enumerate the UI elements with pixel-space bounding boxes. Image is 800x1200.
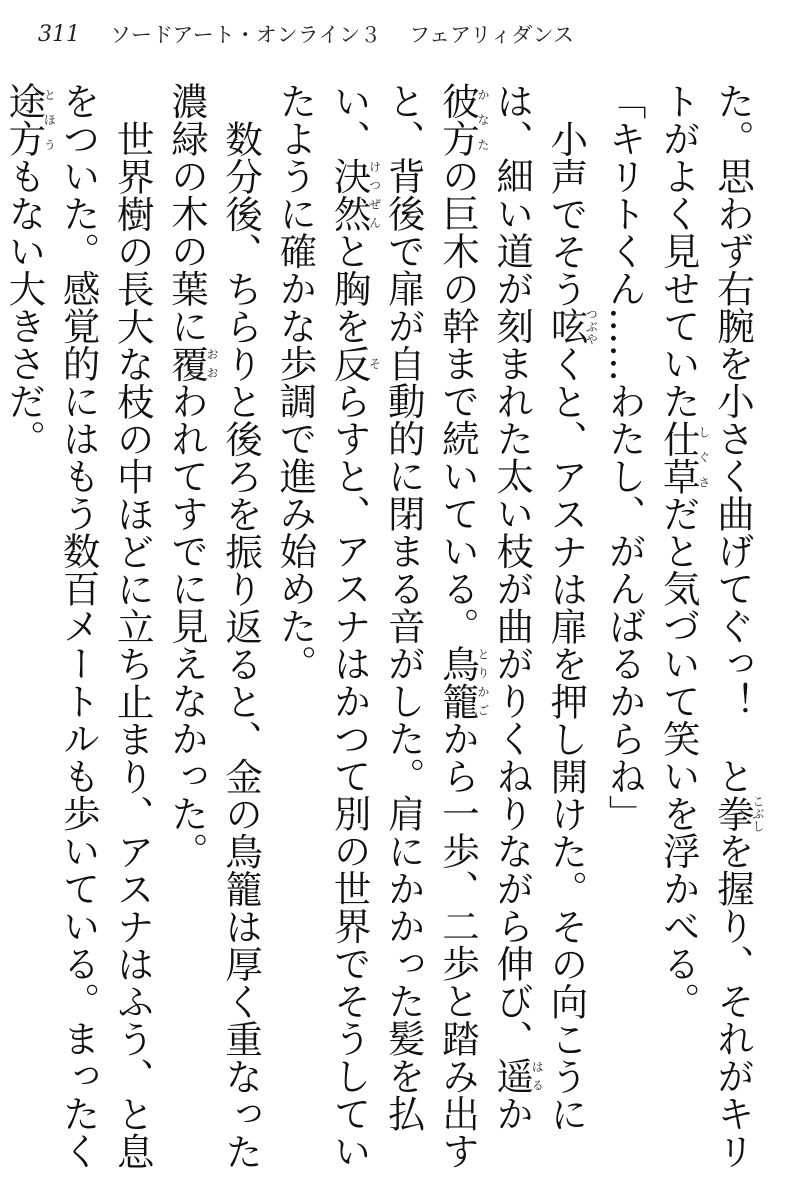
ruby-word — [2, 82, 57, 157]
ruby-base: 彼方 — [435, 82, 480, 157]
ruby-word — [711, 794, 765, 833]
ruby-base: 反 — [327, 344, 372, 382]
furigana: つぶや — [584, 307, 599, 345]
furigana: はる — [530, 1057, 545, 1095]
page-number: 311 — [38, 21, 80, 47]
ruby-word — [435, 82, 490, 157]
text-run: た。思わず右腕を小さく曲げてぐっ！ と — [711, 82, 755, 795]
ruby-base: 仕草 — [656, 419, 701, 495]
ruby-base: 鳥籠 — [435, 644, 480, 720]
furigana: しぐさ — [696, 419, 711, 495]
ruby-base: 途方 — [2, 82, 47, 157]
text-run: 数分後、ちらりと後ろを振り返ると、金の鳥籠は厚く重なった濃緑の木の葉に — [164, 82, 264, 1170]
text-run: か — [490, 1094, 535, 1132]
furigana: けつぜん — [367, 157, 382, 232]
vertical-body-text — [2, 82, 765, 1187]
running-header — [38, 14, 574, 54]
text-run: 「キリトくん……わたし、がんばるからね」 — [602, 82, 647, 832]
ruby-word — [327, 344, 382, 383]
ruby-word — [435, 644, 490, 720]
text-run: だと気づいて笑いを浮かべる。 — [656, 494, 701, 1020]
text-run: と胸を — [327, 232, 372, 345]
text-run: を握り、それがキリトがよく見せていた — [656, 82, 755, 1170]
book-title: ソードアート・オンライン３ — [110, 23, 382, 47]
chapter-title: フェアリィダンス — [409, 23, 574, 47]
furigana: おお — [204, 344, 219, 382]
paragraph — [160, 82, 268, 1187]
ruby-base: 遥 — [490, 1057, 535, 1095]
ruby-base: 決然 — [327, 157, 372, 232]
ruby-word — [327, 157, 382, 232]
furigana: こぶし — [751, 794, 765, 832]
text-run: から一歩、二歩と踏み出すと、背後で扉が自動的に閉まる音がした。肩にかかった髪を払い、 — [327, 82, 480, 1170]
text-run: 世界樹の長大な枝の中ほどに立ち止まり、アスナはふう、と息をついた。感覚的にはもう数百メートルも歩いている。まったく — [56, 82, 155, 1170]
furigana: かなた — [475, 82, 490, 157]
ruby-base: 覆 — [164, 344, 209, 382]
text-run: の巨木の幹まで続いている。 — [435, 157, 480, 645]
ruby-base: 拳 — [711, 794, 755, 832]
text-run: らすと、アスナはかつて別の世界でそうしていたように確かな歩調で進み始めた。 — [273, 82, 372, 1170]
furigana: とりかご — [475, 644, 490, 720]
furigana: そ — [367, 344, 382, 382]
text-run: 小声でそう — [544, 119, 589, 307]
text-run: もない大きさだ。 — [2, 157, 47, 457]
paragraph — [597, 82, 651, 1187]
ruby-word — [656, 419, 711, 495]
ruby-word — [490, 1057, 545, 1095]
text-run: くと、アスナは扉を押し開けた。その向こうには、細い道が刻まれた太い枝が曲がりくねりながら伸び、 — [490, 82, 589, 1132]
ruby-word — [544, 307, 599, 345]
ruby-base: 呟 — [544, 307, 589, 345]
paragraph — [652, 82, 764, 1187]
text-run: われてすでに見えなかった。 — [164, 382, 209, 870]
ruby-word — [164, 344, 219, 383]
paragraph — [268, 82, 597, 1187]
furigana: とほう — [42, 82, 57, 157]
paragraph — [0, 82, 160, 1187]
